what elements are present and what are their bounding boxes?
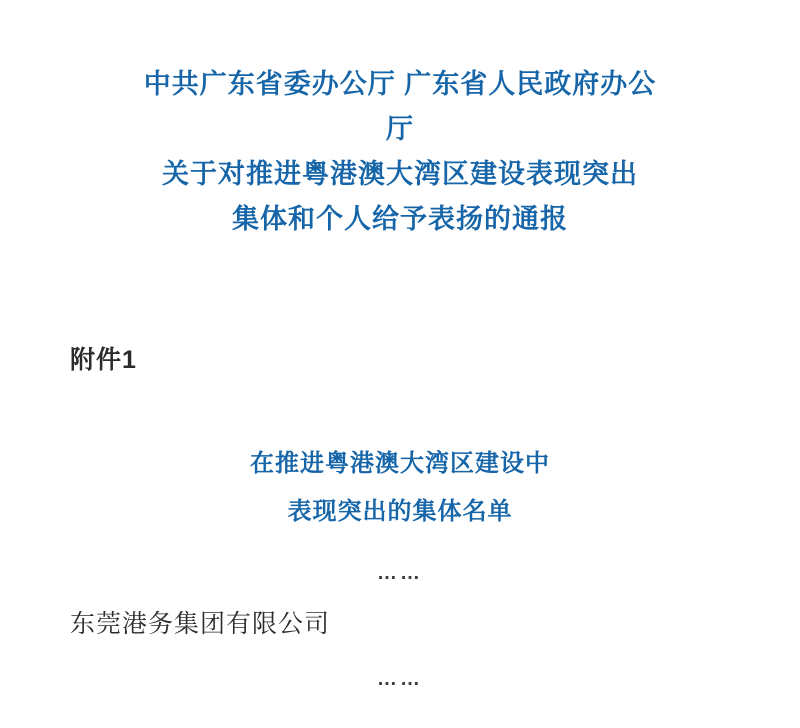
ellipsis-above-entry: ……	[377, 562, 423, 584]
list-item: 东莞港务集团有限公司	[70, 610, 331, 638]
list-heading-line-1: 在推进粤港澳大湾区建设中	[250, 450, 550, 477]
list-heading	[120, 440, 680, 536]
document-title-line-4: 集体和个人给予表扬的通报	[232, 204, 568, 234]
document-title-line-2: 厅	[386, 114, 414, 144]
ellipsis-below-entry: ……	[377, 668, 423, 690]
document-title	[70, 62, 730, 242]
document-title-line-1: 中共广东省委办公厅 广东省人民政府办公	[143, 69, 657, 99]
list-heading-line-2: 表现突出的集体名单	[287, 498, 513, 525]
document-title-line-3: 关于对推进粤港澳大湾区建设表现突出	[162, 159, 638, 189]
attachment-label: 附件1	[70, 346, 137, 374]
